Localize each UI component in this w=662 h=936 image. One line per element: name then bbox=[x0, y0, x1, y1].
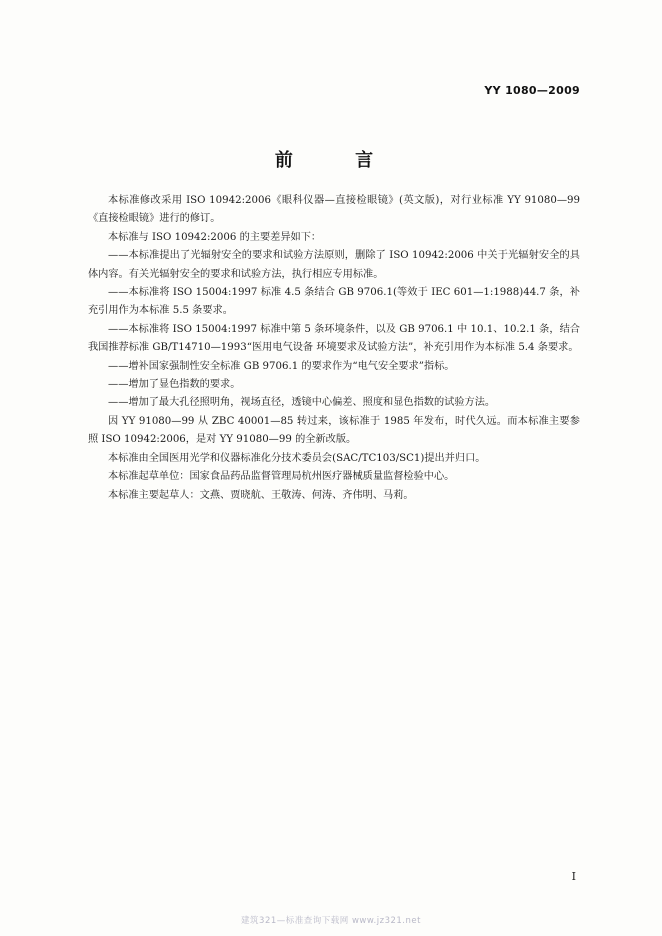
paragraph: ——本标准将 ISO 15004:1997 标准中第 5 条环境条件，以及 GB 9706.1 中 10.1、10.2.1 条，结合我国推荐标准 GB/T14710—1993“医用电气设备 环境要求及试验方法”，补充引用作为本标准 5.4 条要求。 bbox=[88, 323, 580, 354]
document-body bbox=[88, 192, 580, 505]
paragraph: ——本标准提出了光辐射安全的要求和试验方法原则，删除了 ISO 10942:2006 中关于光辐射安全的具体内容。有关光辐射安全的要求和试验方法，执行相应专用标准。 bbox=[88, 250, 580, 280]
paragraph: ——增加了最大孔径照明角，视场直径，透镜中心偏差、照度和显色指数的试验方法。 bbox=[108, 397, 496, 409]
paragraph: ——本标准将 ISO 15004:1997 标准 4.5 条结合 GB 9706.1(等效于 IEC 601—1:1988)44.7 条，补充引用作为本标准 5.5 条要求。 bbox=[88, 287, 580, 317]
paragraph: ——增补国家强制性安全标准 GB 9706.1 的要求作为“电气安全要求”指标。 bbox=[108, 360, 455, 372]
paragraph: 本标准主要起草人：文燕、贾晓航、王敬涛、何涛、齐伟明、马莉。 bbox=[108, 489, 414, 501]
paragraph: 本标准由全国医用光学和仪器标准化分技术委员会(SAC/TC103/SC1)提出并归口。 bbox=[108, 452, 486, 464]
paragraph: 本标准起草单位：国家食品药品监督管理局杭州医疗器械质量监督检验中心。 bbox=[108, 471, 455, 483]
watermark-text: 建筑321—标准查询下载网 www.jz321.net bbox=[241, 916, 421, 926]
page-title: 前 言 bbox=[274, 150, 402, 171]
paragraph: 因 YY 91080—99 从 ZBC 40001—85 转过来，该标准于 1985 年发布，时代久远。而本标准主要参照 ISO 10942:2006，是对 YY 91080—99 的全新改版。 bbox=[88, 415, 580, 446]
paragraph: 本标准修改采用 ISO 10942:2006《眼科仪器—直接检眼镜》(英文版)，对行业标准 YY 91080—99《直接检眼镜》进行的修订。 bbox=[88, 195, 580, 225]
page-number: I bbox=[571, 870, 576, 883]
standard-number: YY 1080—2009 bbox=[484, 84, 580, 97]
paragraph: 本标准与 ISO 10942:2006 的主要差异如下： bbox=[108, 231, 322, 243]
paragraph: ——增加了显色指数的要求。 bbox=[108, 379, 241, 391]
